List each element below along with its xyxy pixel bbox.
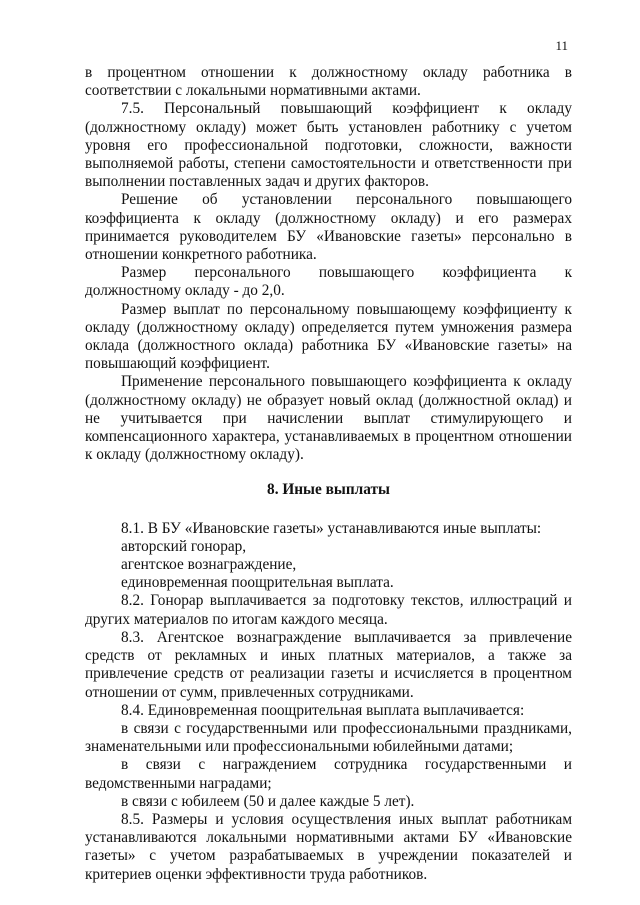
paragraph: в процентном отношении к должностному окладу работника в соответствии с локальными нормативными актами. [85,64,572,100]
paragraphs-after-heading [85,520,572,884]
paragraph: в связи с награждением сотрудника государственными и ведомственными наградами; [85,756,572,792]
paragraph: Размер выплат по персональному повышающему коэффициенту к окладу (должностному окладу) определяется путем умножения размера оклада (должностного оклада) работника БУ «Ивановские газеты» на повышающий коэффициент. [85,300,572,373]
page-number: 11 [555,38,568,53]
paragraph: Размер персонального повышающего коэффициента к должностному окладу - до 2,0. [85,264,572,300]
paragraph: Решение об установлении персонального повышающего коэффициента к окладу (должностному окладу) и его размерах принимается руководителем БУ «Ивановские газеты» персонально в отношении конкретного работника. [85,191,572,264]
paragraph: в связи с государственными или профессиональными праздниками, знаменательными или профессиональными юбилейными датами; [85,719,572,756]
paragraph: 8.2. Гонорар выплачивается за подготовку текстов, иллюстраций и других материалов по итогам каждого месяца. [85,592,572,628]
paragraph: 8.5. Размеры и условия осуществления иных выплат работникам устанавливаются локальными нормативными актами БУ «Ивановские газеты» с учетом разрабатываемых в учреждении показателей и критериев оценки эффективности труда работников. [85,810,572,883]
paragraph: 7.5. Персональный повышающий коэффициент к окладу (должностному окладу) может быть установлен работнику с учетом уровня его профессиональной подготовки, сложности, важности выполняемой работы, степени самостоятельности и ответственности при выполнении поставленных задач и других факторов. [85,100,572,191]
paragraph: в связи с юбилеем (50 и далее каждые 5 лет). [121,792,415,810]
paragraph: 8.4. Единовременная поощрительная выплата выплачивается: [121,701,525,719]
section-heading: 8. Иные выплаты [267,481,390,499]
paragraph: 8.1. В БУ «Ивановские газеты» устанавливаются иные выплаты: [121,519,542,537]
paragraph: единовременная поощрительная выплата. [121,574,394,592]
paragraph: агентское вознаграждение, [121,556,297,574]
paragraph: 8.3. Агентское вознаграждение выплачивается за привлечение средств от рекламных и иных платных материалов, а также за привлечение средств от реализации газеты и исчисляется в процентном отношении от сумм, привлеченных сотрудниками. [85,628,572,701]
paragraph: Применение персонального повышающего коэффициента к окладу (должностному окладу) не образует новый оклад (должностной оклад) и не учитывается при начислении выплат стимулирующего и компенсационного характера, устанавливаемых в процентном отношении к окладу (должностному окладу). [85,373,572,464]
paragraphs-before-heading [85,64,572,464]
document-body [85,64,572,884]
paragraph: авторский гонорар, [121,537,247,555]
